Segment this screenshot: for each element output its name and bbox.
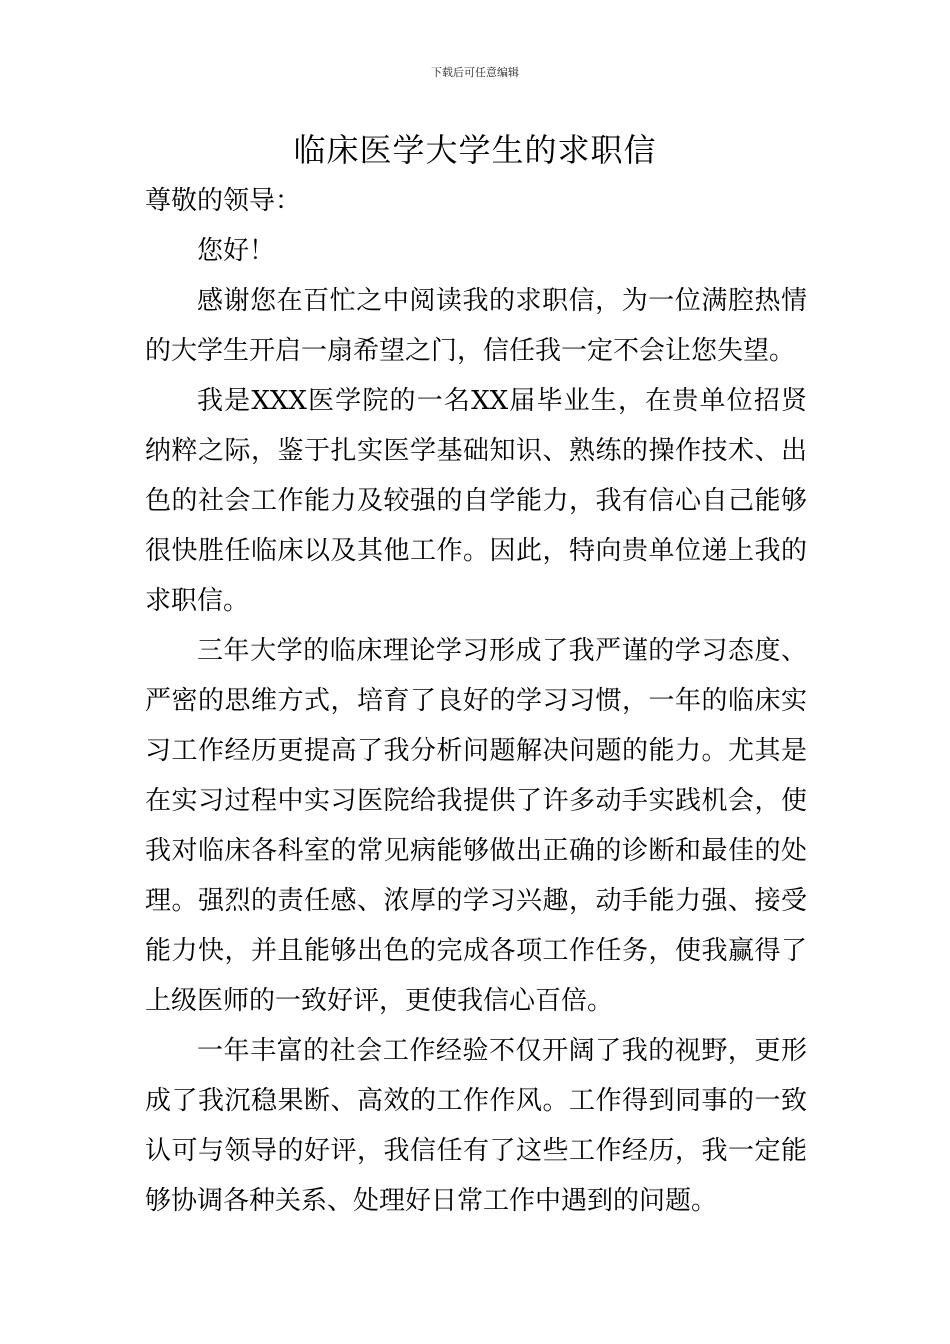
body-paragraph-2: 我是XXX医学院的一名XX届毕业生，在贵单位招贤纳粹之际，鉴于扎实医学基础知识、熟练的操作技术、出色的社会工作能力及较强的自学能力，我有信心自己能够很快胜任临床以及其他工作。因此，特向贵单位递上我的求职信。	[145, 386, 807, 616]
body-paragraph-3: 三年大学的临床理论学习形成了我严谨的学习态度、严密的思维方式，培育了良好的学习习惯，一年的临床实习工作经历更提高了我分析问题解决问题的能力。尤其是在实习过程中实习医院给我提供了许多动手实践机会，使我对临床各科室的常见病能够做出正确的诊断和最佳的处理。强烈的责任感、浓厚的学习兴趣，动手能力强、接受能力快，并且能够出色的完成各项工作任务，使我赢得了上级医师的一致好评，更使我信心百倍。	[145, 636, 807, 1016]
letter-body	[145, 176, 807, 1226]
body-paragraph-4: 一年丰富的社会工作经验不仅开阔了我的视野，更形成了我沉稳果断、高效的工作作风。工作得到同事的一致认可与领导的好评，我信任有了这些工作经历，我一定能够协调各种关系、处理好日常工作中遇到的问题。	[145, 1036, 807, 1216]
greeting-paragraph: 您好！	[197, 236, 276, 266]
salutation: 尊敬的领导：	[145, 186, 302, 216]
body-paragraph-1: 感谢您在百忙之中阅读我的求职信，为一位满腔热情的大学生开启一扇希望之门，信任我一定不会让您失望。	[145, 286, 807, 366]
document-title: 临床医学大学生的求职信	[293, 131, 657, 169]
header-note: 下载后可任意编辑	[431, 66, 519, 79]
